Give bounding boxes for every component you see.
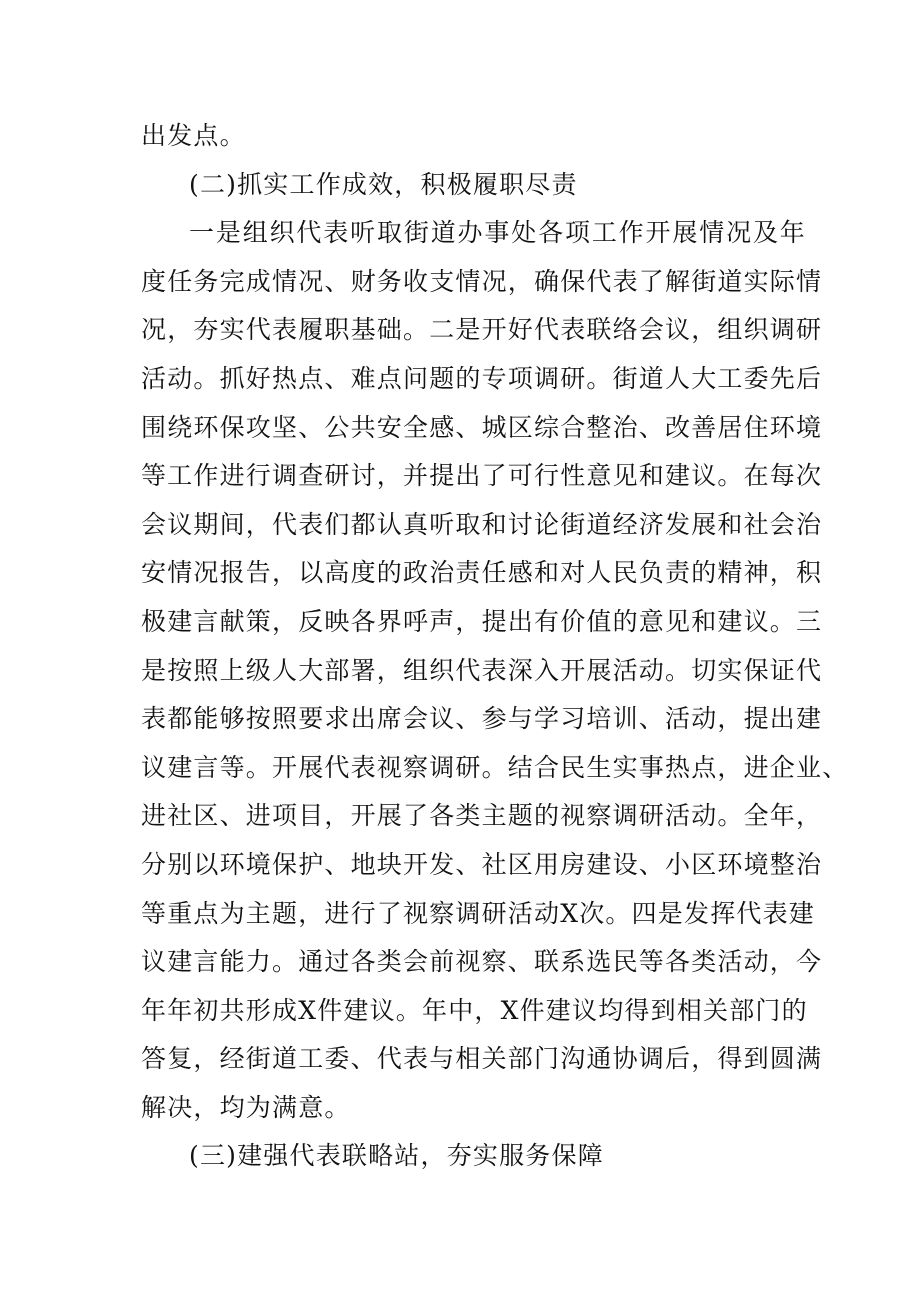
- paragraph-line: 解决，均为满意。: [141, 1092, 351, 1122]
- paragraph-line: 议建言等。开展代表视察调研。结合民生实事热点，进企业、: [141, 752, 849, 782]
- paragraph-line: 是按照上级人大部署，组织代表深入开展活动。切实保证代: [141, 655, 823, 685]
- section-heading-2: (二)抓实工作成效，积极履职尽责: [189, 169, 578, 199]
- paragraph-line: 度任务完成情况、财务收支情况，确保代表了解街道实际情: [141, 266, 823, 296]
- paragraph-line: 答复，经街道工委、代表与相关部门沟通协调后，得到圆满: [141, 1044, 823, 1074]
- paragraph-line: 表都能够按照要求出席会议、参与学习培训、活动，提出建: [141, 704, 823, 734]
- paragraph-line: 进社区、进项目，开展了各类主题的视察调研活动。全年，: [141, 801, 823, 831]
- paragraph-line: 会议期间，代表们都认真听取和讨论街道经济发展和社会治: [141, 509, 823, 539]
- paragraph-line: 安情况报告，以高度的政治责任感和对人民负责的精神，积: [141, 558, 823, 588]
- paragraph-line: 年年初共形成X件建议。年中，X件建议均得到相关部门的: [141, 995, 808, 1025]
- paragraph-line-intro-tail: 出发点。: [141, 121, 246, 150]
- paragraph-line: 极建言献策，反映各界呼声，提出有价值的意见和建议。三: [141, 606, 823, 636]
- paragraph-line: 议建言能力。通过各类会前视察、联系选民等各类活动，今: [141, 947, 823, 977]
- paragraph-line: 围绕环保攻坚、公共安全感、城区综合整治、改善居住环境: [141, 412, 823, 442]
- section-heading-3: (三)建强代表联略站，夯实服务保障: [189, 1141, 604, 1171]
- paragraph-line: 等重点为主题，进行了视察调研活动X次。四是发挥代表建: [141, 898, 816, 928]
- body-text: [141, 112, 849, 1181]
- paragraph-line: 况，夯实代表履职基础。二是开好代表联络会议，组织调研: [141, 315, 823, 345]
- paragraph-line: 分别以环境保护、地块开发、社区用房建设、小区环境整治: [141, 849, 823, 879]
- paragraph-line: 活动。抓好热点、难点问题的专项调研。街道人大工委先后: [141, 363, 823, 393]
- paragraph-line: 一是组织代表听取街道办事处各项工作开展情况及年: [189, 218, 806, 248]
- paragraph-line: 等工作进行调查研讨，并提出了可行性意见和建议。在每次: [141, 461, 823, 491]
